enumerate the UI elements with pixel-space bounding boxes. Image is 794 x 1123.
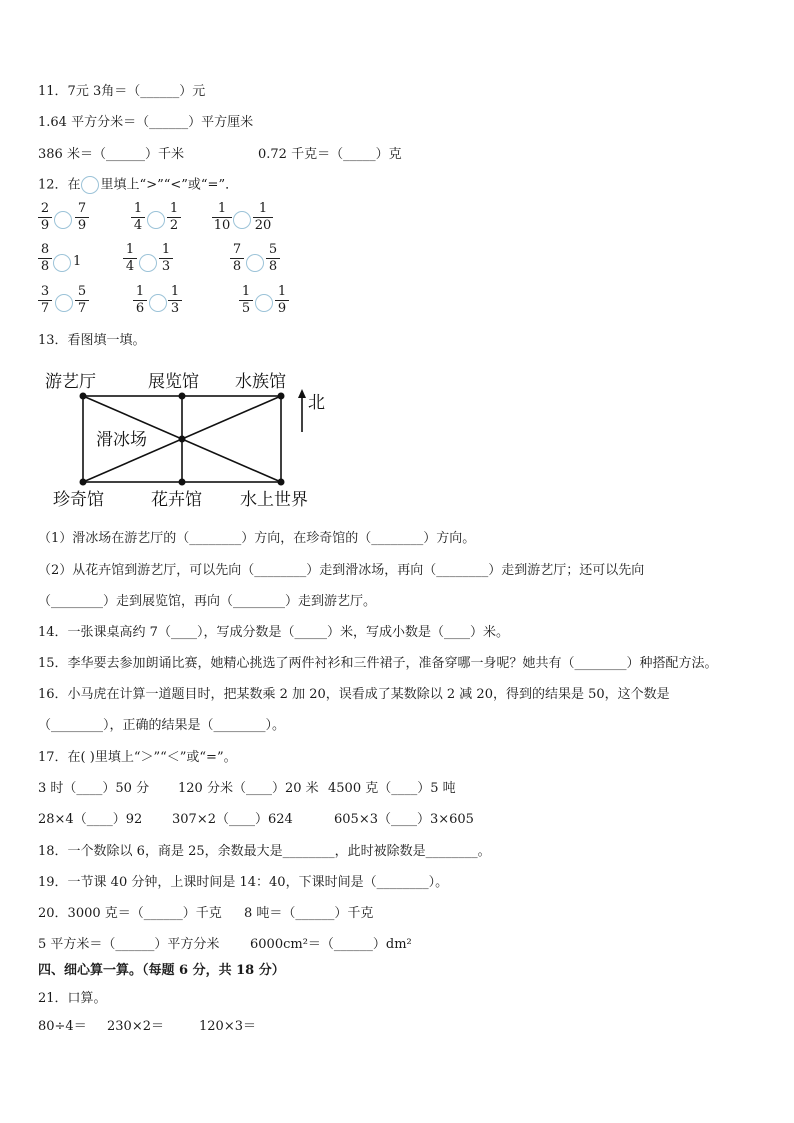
q17-r1-a: 3 时（____）50 分 — [38, 781, 150, 796]
label-huahuiguan: 花卉馆 — [151, 490, 202, 510]
map-point-top-mid — [179, 393, 186, 400]
number-one: 1 — [73, 254, 82, 269]
q15: 15．李华要去参加朗诵比赛，她精心挑选了两件衬衫和三件裙子，准备穿哪一身呢？她共有（________）种搭配方法。 — [38, 656, 718, 671]
compare-circle[interactable] — [246, 254, 264, 272]
map-point-bottom-left — [80, 479, 87, 486]
fraction: 3 7 — [38, 285, 52, 316]
q13-title: 13．看图填一填。 — [38, 333, 146, 348]
q11-line3a: 386 米＝（______）千米 — [38, 147, 184, 162]
fraction: 5 7 — [75, 285, 89, 316]
compare-circle[interactable] — [53, 254, 71, 272]
map-point-bottom-right — [278, 479, 285, 486]
q20-r1-a: 20．3000 克＝（______）千克 — [38, 906, 222, 921]
fraction: 1 9 — [275, 285, 289, 316]
compare-circle[interactable] — [54, 211, 72, 229]
compare-circle[interactable] — [149, 294, 167, 312]
q21-item-3: 120×3＝ — [199, 1019, 256, 1034]
fraction: 8 8 — [38, 243, 52, 274]
q11-line1: 11．7元 3角＝（______）元 — [38, 84, 206, 99]
direction-map — [38, 362, 338, 514]
fraction: 1 20 — [254, 201, 272, 233]
q21-item-2: 230×2＝ — [107, 1019, 164, 1034]
label-zhanlanguan: 展览馆 — [148, 372, 199, 392]
compare-circle[interactable] — [147, 211, 165, 229]
compare-circle[interactable] — [255, 294, 273, 312]
q17-r2-b: 307×2（____）624 — [172, 812, 293, 827]
q16-line2: （________），正确的结果是（________）。 — [38, 718, 286, 733]
q17-title: 17．在( )里填上“＞”“＜”或“=”。 — [38, 750, 237, 765]
q20-r1-b: 8 吨＝（______）千克 — [244, 906, 374, 921]
fraction: 1 2 — [167, 202, 181, 233]
q11-line3 — [38, 146, 184, 164]
fraction: 1 3 — [159, 243, 173, 274]
q20-r2-b: 6000cm²＝（______）dm² — [250, 937, 412, 952]
fraction: 1 3 — [168, 285, 182, 316]
q13-part2b: （________）走到展览馆，再向（________）走到游艺厅。 — [38, 594, 377, 609]
compare-circle[interactable] — [233, 211, 251, 229]
label-huabingchang: 滑冰场 — [96, 430, 147, 450]
q17-r1-c: 4500 克（____）5 吨 — [328, 781, 456, 796]
map-point-bottom-mid — [179, 479, 186, 486]
q17-r1-b: 120 分米（____）20 米 — [178, 781, 319, 796]
q17-r2-a: 28×4（____）92 — [38, 812, 143, 827]
compare-circle[interactable] — [139, 254, 157, 272]
fraction: 1 5 — [239, 285, 253, 316]
q16-line1: 16．小马虎在计算一道题目时，把某数乘 2 加 20，误看成了某数除以 2 减 20，得到的结果是 50，这个数是 — [38, 687, 670, 702]
q13-part2a: （2）从花卉馆到游艺厅，可以先向（________）走到滑冰场，再向（________）走到游艺厅；还可以先向 — [38, 563, 645, 578]
label-shuizuguan: 水族馆 — [235, 372, 286, 392]
q18: 18．一个数除以 6，商是 25，余数最大是________，此时被除数是________。 — [38, 844, 491, 859]
fraction: 2 9 — [38, 202, 52, 233]
q11-line3b: 0.72 千克＝（_____）克 — [258, 147, 402, 162]
q21-item-1: 80÷4＝ — [38, 1019, 87, 1034]
map-point-top-left — [80, 393, 87, 400]
label-zhenqiguan: 珍奇馆 — [53, 490, 104, 510]
label-shuishangshijie: 水上世界 — [240, 490, 308, 510]
q12-title: 12．在 里填上“>”“<”或“=”． — [38, 177, 239, 193]
q13-part1: （1）滑冰场在游艺厅的（________）方向，在珍奇馆的（________）方向。 — [38, 531, 476, 546]
fraction: 1 4 — [123, 243, 137, 274]
section-4-heading: 四、细心算一算。（每题 6 分，共 18 分） — [38, 963, 285, 978]
q17-r2-c: 605×3（____）3×605 — [334, 812, 474, 827]
q14: 14．一张课桌高约 7（____），写成分数是（_____）米，写成小数是（____）米。 — [38, 625, 509, 640]
fraction: 1 4 — [131, 202, 145, 233]
map-point-center — [179, 436, 186, 443]
north-arrow-icon — [298, 389, 306, 432]
label-north: 北 — [308, 393, 325, 413]
q21-title: 21．口算。 — [38, 991, 107, 1006]
q11-line2: 1.64 平方分米＝（______）平方厘米 — [38, 115, 254, 130]
fraction: 1 10 — [213, 201, 231, 233]
q20-r2-a: 5 平方米＝（______）平方分米 — [38, 937, 220, 952]
q19: 19．一节课 40 分钟，上课时间是 14：40，下课时间是（________）。 — [38, 875, 449, 890]
compare-circle-icon — [81, 176, 99, 194]
compare-circle[interactable] — [55, 294, 73, 312]
fraction: 7 9 — [75, 202, 89, 233]
fraction: 5 8 — [266, 243, 280, 274]
label-youyiting: 游艺厅 — [45, 372, 96, 392]
fraction: 1 6 — [133, 285, 147, 316]
map-point-top-right — [278, 393, 285, 400]
fraction: 7 8 — [230, 243, 244, 274]
